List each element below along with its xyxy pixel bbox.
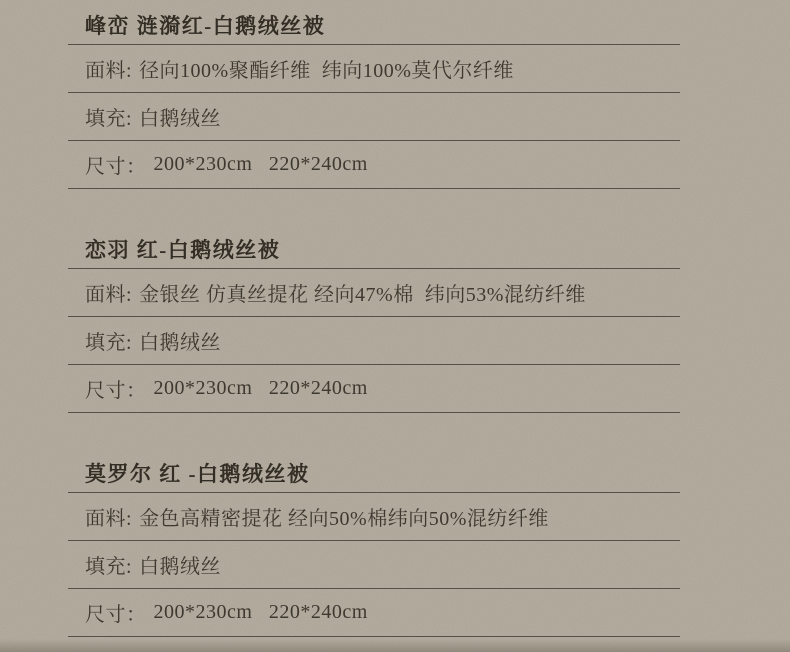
spec-label: 面料: xyxy=(85,60,133,82)
spec-row-fabric xyxy=(68,45,680,93)
spec-label: 填充: xyxy=(85,108,133,130)
spec-value: 白鹅绒丝 xyxy=(139,556,222,578)
spec-row-fabric xyxy=(68,269,680,317)
product-title: 恋羽 红-白鹅绒丝被 xyxy=(85,238,281,262)
spec-label: 面料: xyxy=(85,284,133,306)
spec-value: 金色高精密提花 经向50%棉纬向50%混纺纤维 xyxy=(139,508,549,530)
spec-row-size xyxy=(68,589,680,637)
spec-label: 面料: xyxy=(85,508,133,530)
product-title-row xyxy=(68,0,680,45)
bottom-edge-shadow xyxy=(0,639,790,652)
spec-label: 尺寸： xyxy=(85,604,147,626)
product-title-row xyxy=(68,448,680,493)
spec-value: 200*230cm 220*240cm xyxy=(153,377,368,399)
spec-value: 径向100%聚酯纤维 纬向100%莫代尔纤维 xyxy=(139,60,514,82)
spec-value: 200*230cm 220*240cm xyxy=(153,153,368,175)
product-spec-section-3 xyxy=(68,448,680,637)
product-title: 莫罗尔 红 -白鹅绒丝被 xyxy=(85,462,310,486)
spec-value: 白鹅绒丝 xyxy=(139,332,222,354)
spec-sheet xyxy=(68,0,680,637)
spec-row-size xyxy=(68,141,680,189)
spec-row-fabric xyxy=(68,493,680,541)
product-spec-section-2 xyxy=(68,224,680,413)
spec-row-filling xyxy=(68,93,680,141)
spec-row-size xyxy=(68,365,680,413)
product-title: 峰峦 涟漪红-白鹅绒丝被 xyxy=(85,14,326,38)
spec-row-filling xyxy=(68,541,680,589)
spec-value: 200*230cm 220*240cm xyxy=(153,601,368,623)
spec-label: 填充: xyxy=(85,556,133,578)
spec-label: 尺寸： xyxy=(85,156,147,178)
product-title-row xyxy=(68,224,680,269)
spec-row-filling xyxy=(68,317,680,365)
spec-value: 白鹅绒丝 xyxy=(139,108,222,130)
spec-label: 尺寸： xyxy=(85,380,147,402)
spec-value: 金银丝 仿真丝提花 经向47%棉 纬向53%混纺纤维 xyxy=(139,284,586,306)
product-spec-section-1 xyxy=(68,0,680,189)
spec-label: 填充: xyxy=(85,332,133,354)
